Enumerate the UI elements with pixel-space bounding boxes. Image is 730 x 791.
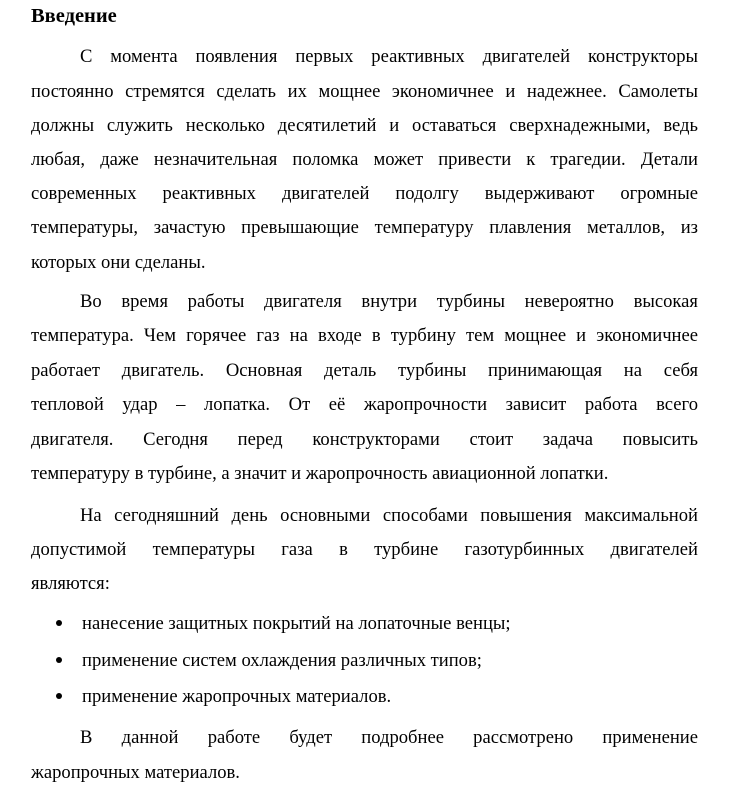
text-line: жаропрочных материалов. <box>31 762 240 783</box>
section-heading: Введение <box>31 5 117 27</box>
text-line: В данной работе будет подробнее рассмотрено применение <box>80 727 698 748</box>
bullet-icon <box>56 693 62 699</box>
text-line: двигателя. Сегодня перед конструкторами стоит задача повысить <box>31 429 698 450</box>
bullet-icon <box>56 620 62 626</box>
list-item <box>56 650 482 672</box>
text-line: которых они сделаны. <box>31 252 206 273</box>
list-item <box>56 613 511 635</box>
text-line: Во время работы двигателя внутри турбины невероятно высокая <box>80 291 698 312</box>
text-line: должны служить несколько десятилетий и оставаться сверхнадежными, ведь <box>31 115 698 136</box>
text-line: любая, даже незначительная поломка может привести к трагедии. Детали <box>31 149 698 170</box>
text-line: являются: <box>31 573 110 594</box>
text-line: допустимой температуры газа в турбине газотурбинных двигателей <box>31 539 698 560</box>
list-item-text: применение систем охлаждения различных типов; <box>82 650 482 671</box>
list-item-text: нанесение защитных покрытий на лопаточные венцы; <box>82 613 511 634</box>
text-line: С момента появления первых реактивных двигателей конструкторы <box>80 46 698 67</box>
list-item-text: применение жаропрочных материалов. <box>82 686 392 707</box>
text-line: тепловой удар – лопатка. От её жаропрочности зависит работа всего <box>31 394 698 415</box>
text-line: работает двигатель. Основная деталь турбины принимающая на себя <box>31 360 698 381</box>
text-line: современных реактивных двигателей подолгу выдерживают огромные <box>31 183 698 204</box>
text-line: постоянно стремятся сделать их мощнее экономичнее и надежнее. Самолеты <box>31 81 698 102</box>
text-line: температуру в турбине, а значит и жаропрочность авиационной лопатки. <box>31 463 609 484</box>
text-line: температуры, зачастую превышающие температуру плавления металлов, из <box>31 217 698 238</box>
list-item <box>56 686 391 708</box>
bullet-icon <box>56 657 62 663</box>
text-line: температура. Чем горячее газ на входе в турбину тем мощнее и экономичнее <box>31 325 698 346</box>
text-line: На сегодняшний день основными способами повышения максимальной <box>80 505 698 526</box>
